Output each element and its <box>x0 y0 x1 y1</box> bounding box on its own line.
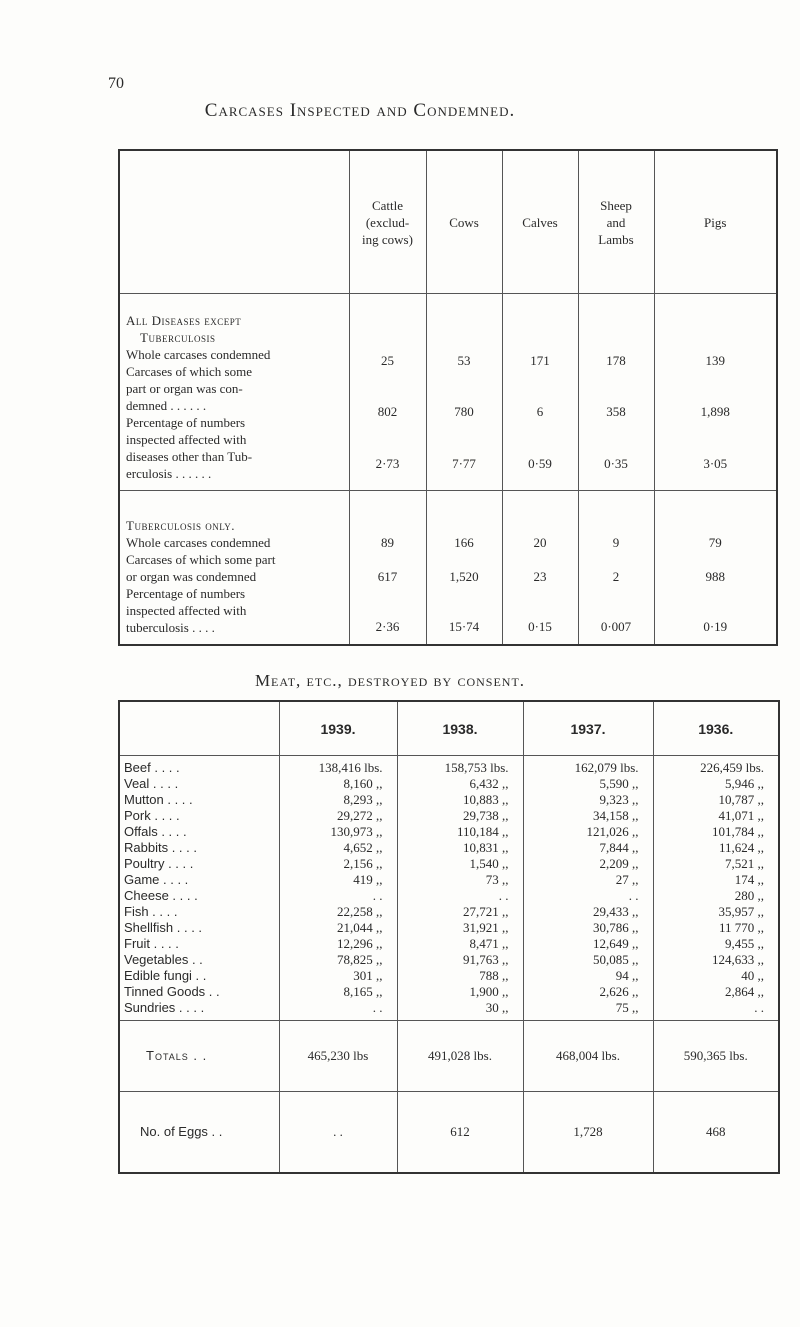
meat-value: 41,071 ,, <box>718 808 764 823</box>
meat-value: 22,258 ,, <box>337 904 383 919</box>
meat-item-label: Veal . . . . <box>124 776 179 791</box>
section-all-diseases <box>119 294 777 491</box>
cell-sheep: 178 358 0·35 <box>578 294 654 491</box>
meat-value: 9,455 ,, <box>725 936 764 951</box>
meat-value: 11,624 ,, <box>718 840 764 855</box>
eggs-1936: 468 <box>653 1092 779 1174</box>
meat-item-label: Rabbits . . . . <box>124 840 197 855</box>
meat-value: 110,184 ,, <box>456 824 509 839</box>
meat-value: 4,652 ,, <box>343 840 383 855</box>
cell-cows: 166 1,520 15·74 <box>426 491 502 646</box>
meat-value: 419 ,, <box>353 872 383 887</box>
carcases-header-row <box>119 150 777 294</box>
meat-value: 2,864 ,, <box>725 984 764 999</box>
meat-value: 29,272 ,, <box>337 808 383 823</box>
meat-value: 30,786 ,, <box>593 920 639 935</box>
meat-value: . . <box>754 1000 764 1015</box>
col-header-sheep: Sheep and Lambs <box>578 150 654 294</box>
meat-value: 10,787 ,, <box>718 792 764 807</box>
meat-value: 40 ,, <box>741 968 764 983</box>
year-header: 1937. <box>523 701 653 756</box>
meat-item-label: Poultry . . . . <box>124 856 194 871</box>
meat-value: 27,721 ,, <box>463 904 509 919</box>
meat-value: 1,540 ,, <box>469 856 509 871</box>
meat-value: 73 ,, <box>485 872 509 887</box>
meat-value: . . <box>372 1000 383 1015</box>
section-description: Tuberculosis only. Whole carcases condemned Carcases of which some part or organ was condemned Percentage of numbers inspected affected with tuberculosis . . . . <box>119 491 349 646</box>
col-header-pigs: Pigs <box>654 150 777 294</box>
meat-value: 21,044 ,, <box>337 920 383 935</box>
eggs-1939: . . <box>279 1092 397 1174</box>
meat-value: 301 ,, <box>353 968 383 983</box>
values-1936 <box>653 756 779 1021</box>
meat-value: 1,900 ,, <box>469 984 509 999</box>
meat-value: 94 ,, <box>615 968 639 983</box>
col-header-cattle: Cattle (exclud- ing cows) <box>349 150 426 294</box>
values-1938 <box>397 756 523 1021</box>
meat-item-label: Edible fungi . . <box>124 968 207 983</box>
meat-value: . . <box>372 888 383 903</box>
cell-cattle: 25 802 2·73 <box>349 294 426 491</box>
meat-item-label: Tinned Goods . . <box>124 984 220 999</box>
meat-item-label: Cheese . . . . <box>124 888 198 903</box>
meat-value: 124,633 ,, <box>712 952 764 967</box>
meat-value: 280 ,, <box>734 888 764 903</box>
header-blank <box>119 701 279 756</box>
meat-value: . . <box>498 888 509 903</box>
cell-cattle: 89 617 2·36 <box>349 491 426 646</box>
carcases-table <box>118 149 778 646</box>
col-header-calves: Calves <box>502 150 578 294</box>
meat-title: Meat, etc., destroyed by consent. <box>254 671 526 690</box>
total-1939: 465,230 lbs <box>279 1021 397 1092</box>
meat-value: 8,293 ,, <box>343 792 383 807</box>
meat-value: 5,590 ,, <box>599 776 639 791</box>
total-1938: 491,028 lbs. <box>397 1021 523 1092</box>
col-header-cows: Cows <box>426 150 502 294</box>
meat-item-label: Fruit . . . . <box>124 936 179 951</box>
eggs-1938: 612 <box>397 1092 523 1174</box>
cell-calves: 171 6 0·59 <box>502 294 578 491</box>
total-1936: 590,365 lbs. <box>653 1021 779 1092</box>
meat-value: 11 770 ,, <box>718 920 764 935</box>
meat-value: 10,831 ,, <box>463 840 509 855</box>
meat-value: 130,973 ,, <box>330 824 383 839</box>
meat-value: 91,763 ,, <box>463 952 509 967</box>
meat-items-block <box>119 756 779 1021</box>
meat-value: 174 ,, <box>734 872 764 887</box>
cell-pigs: 139 1,898 3·05 <box>654 294 777 491</box>
meat-item-label: Mutton . . . . <box>124 792 193 807</box>
meat-item-label: Fish . . . . <box>124 904 178 919</box>
eggs-1937: 1,728 <box>523 1092 653 1174</box>
meat-value: 7,521 ,, <box>725 856 764 871</box>
meat-item-label: Beef . . . . <box>124 760 180 775</box>
totals-label: Totals . . <box>119 1021 279 1092</box>
meat-table <box>118 700 780 1174</box>
year-header: 1936. <box>653 701 779 756</box>
cell-calves: 20 23 0·15 <box>502 491 578 646</box>
meat-value: 30 ,, <box>485 1000 509 1015</box>
meat-item-label: Shellfish . . . . <box>124 920 203 935</box>
item-labels <box>119 756 279 1021</box>
meat-value: 12,296 ,, <box>337 936 383 951</box>
meat-value: 101,784 ,, <box>712 824 764 839</box>
meat-item-label: Game . . . . <box>124 872 189 887</box>
meat-value: 7,844 ,, <box>599 840 639 855</box>
eggs-label: No. of Eggs . . <box>119 1092 279 1174</box>
meat-value: 10,883 ,, <box>463 792 509 807</box>
meat-value: . . <box>628 888 639 903</box>
meat-value: 9,323 ,, <box>599 792 639 807</box>
values-1939 <box>279 756 397 1021</box>
meat-value: 2,626 ,, <box>599 984 639 999</box>
meat-value: 2,209 ,, <box>599 856 639 871</box>
meat-value: 8,165 ,, <box>343 984 383 999</box>
meat-value: 5,946 ,, <box>725 776 764 791</box>
cell-pigs: 79 988 0·19 <box>654 491 777 646</box>
meat-value: 29,433 ,, <box>593 904 639 919</box>
totals-row <box>119 1021 779 1092</box>
carcases-title: Carcases Inspected and Condemned. <box>204 100 516 121</box>
total-1937: 468,004 lbs. <box>523 1021 653 1092</box>
meat-value: 27 ,, <box>615 872 639 887</box>
meat-value: 35,957 ,, <box>718 904 764 919</box>
meat-value: 8,471 ,, <box>469 936 509 951</box>
meat-value: 12,649 ,, <box>593 936 639 951</box>
meat-value: 788 ,, <box>479 968 509 983</box>
year-header: 1938. <box>397 701 523 756</box>
meat-value: 29,738 ,, <box>463 808 509 823</box>
meat-value: 50,085 ,, <box>593 952 639 967</box>
section-tuberculosis <box>119 491 777 646</box>
meat-value: 226,459 lbs. <box>700 760 764 775</box>
eggs-row <box>119 1092 779 1174</box>
meat-value: 121,026 ,, <box>586 824 639 839</box>
meat-value: 8,160 ,, <box>343 776 383 791</box>
header-blank <box>119 150 349 294</box>
meat-item-label: Sundries . . . . <box>124 1000 205 1015</box>
meat-item-label: Offals . . . . <box>124 824 187 839</box>
year-header: 1939. <box>279 701 397 756</box>
meat-item-label: Pork . . . . <box>124 808 180 823</box>
section-description: All Diseases except Tuberculosis Whole carcases condemned Carcases of which some part or organ was con- demned . . . . . . Percentage of numbers inspected affected with diseases other than Tub- erculosis . . . . . . <box>119 294 349 491</box>
page-number: 70 <box>108 75 124 92</box>
cell-cows: 53 780 7·77 <box>426 294 502 491</box>
meat-value: 138,416 lbs. <box>318 760 383 775</box>
meat-value: 34,158 ,, <box>593 808 639 823</box>
meat-value: 6,432 ,, <box>469 776 509 791</box>
cell-sheep: 9 2 0·007 <box>578 491 654 646</box>
values-1937 <box>523 756 653 1021</box>
meat-value: 31,921 ,, <box>463 920 509 935</box>
meat-value: 162,079 lbs. <box>574 760 639 775</box>
meat-value: 2,156 ,, <box>343 856 383 871</box>
meat-item-label: Vegetables . . <box>124 952 203 967</box>
meat-value: 158,753 lbs. <box>444 760 509 775</box>
meat-header-row <box>119 701 779 756</box>
meat-value: 78,825 ,, <box>337 952 383 967</box>
meat-value: 75 ,, <box>615 1000 639 1015</box>
